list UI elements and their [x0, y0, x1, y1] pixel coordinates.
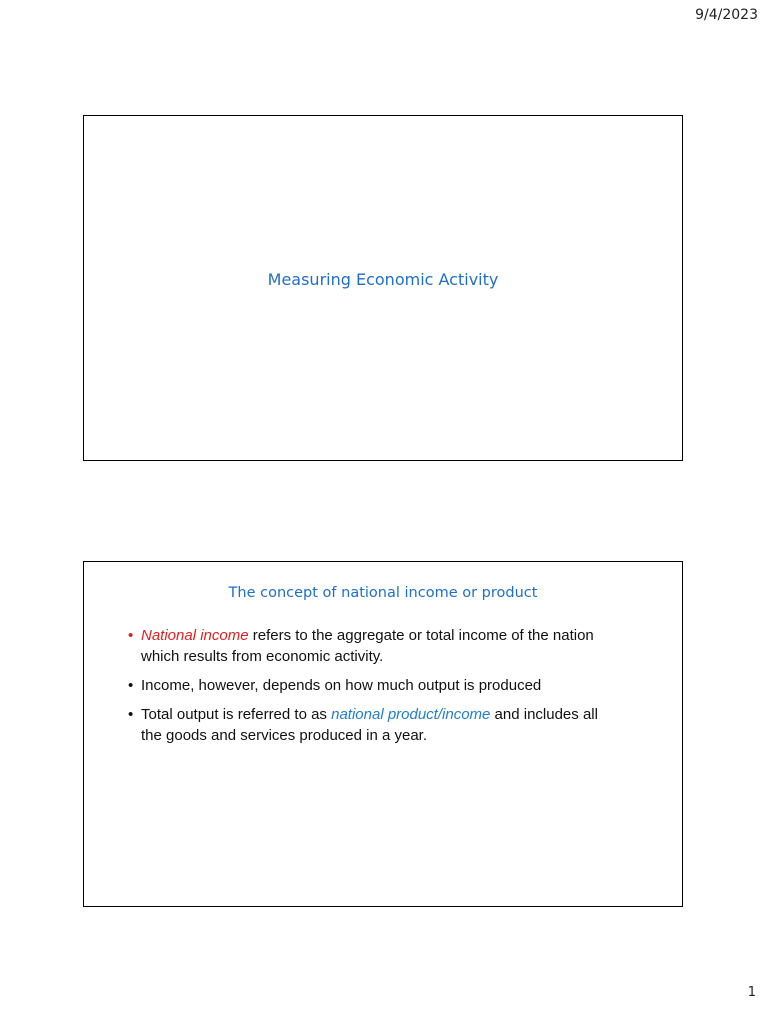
- slide-thumbnail-2: [83, 561, 683, 907]
- bullet-text: and includes all the goods and services produced in a year.: [141, 706, 598, 744]
- bullet-item: [128, 704, 598, 746]
- bullet-list: [128, 625, 598, 754]
- header-date: 9/4/2023: [695, 7, 758, 23]
- slide-heading: The concept of national income or product: [228, 585, 538, 601]
- term-national-income: National income: [141, 627, 249, 644]
- bullet-marker: •: [128, 627, 134, 644]
- slide-thumbnail-1: [83, 115, 683, 461]
- bullet-item: [128, 675, 598, 696]
- bullet-text: Total output is referred to as: [141, 706, 332, 723]
- bullet-marker: •: [128, 677, 134, 694]
- bullet-text: Income, however, depends on how much output is produced: [141, 677, 542, 694]
- slide-title: Measuring Economic Activity: [267, 270, 499, 289]
- page-number: 1: [747, 985, 756, 1000]
- bullet-item: [128, 625, 598, 667]
- bullet-text: refers to the aggregate or total income of the nation which results from economic activity.: [141, 627, 594, 665]
- bullet-marker: •: [128, 706, 134, 723]
- term-national-product: national product/income: [331, 706, 491, 723]
